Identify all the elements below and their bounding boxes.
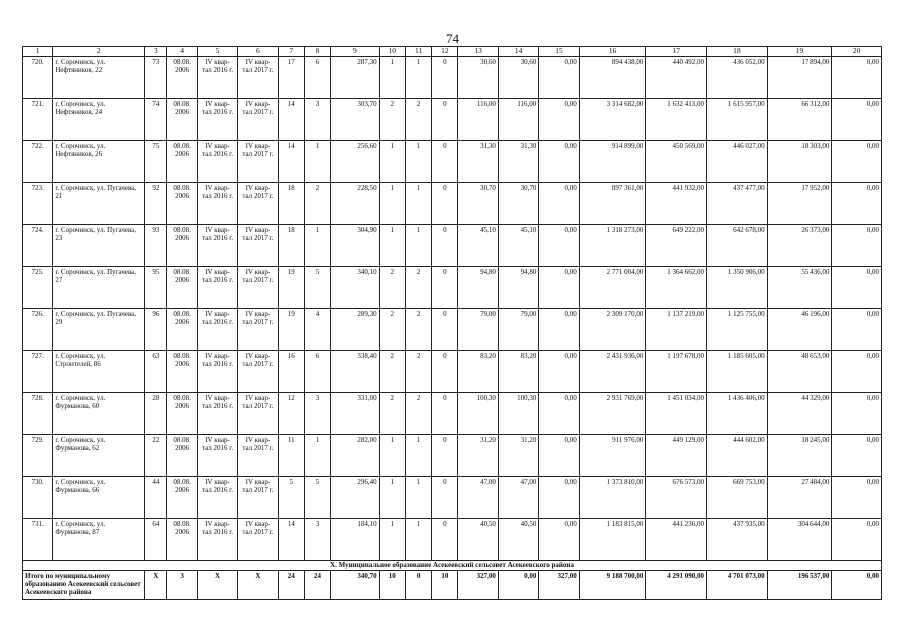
- table-cell: 44: [145, 477, 167, 519]
- table-cell: 18 245,00: [767, 435, 832, 477]
- total-cell: 4 701 073,00: [707, 571, 768, 600]
- table-cell: 45,10: [498, 225, 538, 267]
- table-cell: IV квар- тал 2016 г.: [197, 225, 237, 267]
- table-cell: 14: [278, 519, 304, 561]
- address-cell: г. Сорочинск, ул. Фурманова, 66: [53, 477, 145, 519]
- table-cell: 0,00: [832, 183, 882, 225]
- table-cell: 5: [278, 477, 304, 519]
- total-cell: 10: [432, 571, 458, 600]
- table-cell: 1: [379, 435, 405, 477]
- table-cell: 2: [304, 183, 330, 225]
- table-cell: 0,00: [832, 351, 882, 393]
- table-cell: 0,00: [832, 393, 882, 435]
- table-cell: 0,00: [539, 309, 579, 351]
- table-cell: IV квар- тал 2017 г.: [238, 99, 278, 141]
- table-cell: 1: [405, 57, 431, 99]
- table-cell: 0: [432, 57, 458, 99]
- table-cell: 47,00: [498, 477, 538, 519]
- column-header: 2: [53, 47, 145, 57]
- table-cell: 31,20: [498, 435, 538, 477]
- table-cell: 08.08. 2006: [167, 351, 197, 393]
- table-cell: 1: [379, 225, 405, 267]
- total-cell: 0,00: [498, 571, 538, 600]
- column-header: 14: [498, 47, 538, 57]
- table-cell: 22: [145, 435, 167, 477]
- table-cell: 1: [379, 141, 405, 183]
- table-cell: 55 436,00: [767, 267, 832, 309]
- table-row: [23, 267, 882, 309]
- table-cell: 08.08. 2006: [167, 183, 197, 225]
- column-header: 6: [238, 47, 278, 57]
- table-cell: 93: [145, 225, 167, 267]
- column-header-row: [23, 47, 882, 57]
- column-header: 10: [379, 47, 405, 57]
- table-cell: 18: [278, 183, 304, 225]
- table-cell: 2: [379, 351, 405, 393]
- table-cell: 45,10: [458, 225, 498, 267]
- row-number: 729.: [23, 435, 53, 477]
- section-header-row: [23, 561, 882, 571]
- table-cell: IV квар- тал 2017 г.: [238, 225, 278, 267]
- table-cell: 83,20: [458, 351, 498, 393]
- table-cell: 0: [432, 183, 458, 225]
- table-cell: 2 309 170,00: [579, 309, 646, 351]
- table-cell: 1: [379, 477, 405, 519]
- address-cell: г. Сорочинск, ул. Пугачева, 21: [53, 183, 145, 225]
- table-cell: 08.08. 2006: [167, 267, 197, 309]
- table-cell: 440 492,00: [646, 57, 707, 99]
- total-cell: 340,70: [331, 571, 380, 600]
- table-cell: 18: [278, 225, 304, 267]
- table-cell: 436 052,00: [707, 57, 768, 99]
- column-header: 13: [458, 47, 498, 57]
- table-cell: IV квар- тал 2016 г.: [197, 141, 237, 183]
- table-cell: 30,60: [498, 57, 538, 99]
- total-cell: 9 188 700,00: [579, 571, 646, 600]
- table-cell: 3: [304, 99, 330, 141]
- table-cell: 27 484,00: [767, 477, 832, 519]
- table-cell: 0,00: [539, 225, 579, 267]
- column-header: 3: [145, 47, 167, 57]
- table-cell: 2 931 769,00: [579, 393, 646, 435]
- total-cell: 10: [379, 571, 405, 600]
- table-cell: 79,00: [458, 309, 498, 351]
- table-cell: 914 899,00: [579, 141, 646, 183]
- column-header: 5: [197, 47, 237, 57]
- table-cell: IV квар- тал 2016 г.: [197, 309, 237, 351]
- table-cell: 64: [145, 519, 167, 561]
- table-cell: 1: [405, 225, 431, 267]
- table-row: [23, 99, 882, 141]
- total-cell: X: [197, 571, 237, 600]
- table-cell: 08.08. 2006: [167, 393, 197, 435]
- table-cell: 08.08. 2006: [167, 519, 197, 561]
- table-cell: 0: [432, 141, 458, 183]
- table-cell: 1 183 815,00: [579, 519, 646, 561]
- table-cell: 0,00: [539, 477, 579, 519]
- table-cell: 1: [405, 183, 431, 225]
- table-cell: IV квар- тал 2017 г.: [238, 141, 278, 183]
- table-row: [23, 57, 882, 99]
- table-cell: 256,60: [331, 141, 380, 183]
- table-cell: IV квар- тал 2017 г.: [238, 393, 278, 435]
- table-cell: 338,40: [331, 351, 380, 393]
- table-cell: IV квар- тал 2017 г.: [238, 57, 278, 99]
- table-cell: 2: [405, 393, 431, 435]
- total-cell: 4 291 090,00: [646, 571, 707, 600]
- table-cell: IV квар- тал 2016 г.: [197, 99, 237, 141]
- table-cell: 14: [278, 99, 304, 141]
- table-cell: 75: [145, 141, 167, 183]
- table-cell: 2: [379, 99, 405, 141]
- table-row: [23, 183, 882, 225]
- table-row: [23, 519, 882, 561]
- table-cell: 79,00: [498, 309, 538, 351]
- table-cell: 0,00: [832, 99, 882, 141]
- table-cell: 73: [145, 57, 167, 99]
- table-cell: 08.08. 2006: [167, 309, 197, 351]
- table-cell: 31,30: [498, 141, 538, 183]
- table-cell: 40,50: [458, 519, 498, 561]
- table-cell: 444 602,00: [707, 435, 768, 477]
- row-number: 731.: [23, 519, 53, 561]
- column-header: 16: [579, 47, 646, 57]
- total-cell: 0: [405, 571, 431, 600]
- table-cell: 0,00: [832, 225, 882, 267]
- total-label: Итого по муниципальному образованию Асекеевский сельсовет Асекеевского района: [23, 571, 145, 600]
- table-cell: IV квар- тал 2017 г.: [238, 183, 278, 225]
- address-cell: г. Сорочинск, ул. Пугачева, 27: [53, 267, 145, 309]
- table-cell: 1: [304, 141, 330, 183]
- table-cell: 19: [278, 309, 304, 351]
- table-cell: 1 373 810,00: [579, 477, 646, 519]
- table-cell: 96: [145, 309, 167, 351]
- table-cell: 1 185 605,00: [707, 351, 768, 393]
- total-cell: 24: [278, 571, 304, 600]
- table-cell: 304 644,00: [767, 519, 832, 561]
- table-cell: 1: [405, 519, 431, 561]
- table-cell: 2: [405, 309, 431, 351]
- table-row: [23, 477, 882, 519]
- column-header: 1: [23, 47, 53, 57]
- table-cell: 441 932,00: [646, 183, 707, 225]
- address-cell: г. Сорочинск, ул. Строителей, 86: [53, 351, 145, 393]
- table-row: [23, 225, 882, 267]
- table-cell: 184,10: [331, 519, 380, 561]
- table-cell: 4: [304, 309, 330, 351]
- table-cell: 649 222,00: [646, 225, 707, 267]
- address-cell: г. Сорочинск, ул. Пугачева, 23: [53, 225, 145, 267]
- table-cell: 0,00: [832, 519, 882, 561]
- table-cell: 11: [278, 435, 304, 477]
- table-cell: 3 314 682,00: [579, 99, 646, 141]
- table-cell: 340,10: [331, 267, 380, 309]
- table-cell: 331,00: [331, 393, 380, 435]
- table-cell: 0,00: [539, 57, 579, 99]
- table-cell: 1 451 034,00: [646, 393, 707, 435]
- row-number: 723.: [23, 183, 53, 225]
- table-cell: 08.08. 2006: [167, 477, 197, 519]
- row-number: 730.: [23, 477, 53, 519]
- table-cell: 28: [145, 393, 167, 435]
- table-cell: 0: [432, 225, 458, 267]
- table-cell: 0: [432, 393, 458, 435]
- table-cell: 30,70: [498, 183, 538, 225]
- table-cell: 0,00: [539, 393, 579, 435]
- table-cell: 287,30: [331, 57, 380, 99]
- table-cell: 94,80: [458, 267, 498, 309]
- table-cell: IV квар- тал 2016 г.: [197, 477, 237, 519]
- table-cell: 30,60: [458, 57, 498, 99]
- total-cell: 196 537,00: [767, 571, 832, 600]
- table-cell: 0,00: [539, 99, 579, 141]
- table-cell: 17: [278, 57, 304, 99]
- registry-table: [22, 46, 882, 600]
- table-cell: 0: [432, 267, 458, 309]
- table-cell: 2: [379, 309, 405, 351]
- table-cell: 446 027,00: [707, 141, 768, 183]
- table-cell: 6: [304, 351, 330, 393]
- table-cell: 116,00: [498, 99, 538, 141]
- address-cell: г. Сорочинск, ул. Нефтяников, 22: [53, 57, 145, 99]
- column-header: 17: [646, 47, 707, 57]
- table-cell: 1: [405, 141, 431, 183]
- table-cell: 911 976,00: [579, 435, 646, 477]
- table-cell: 63: [145, 351, 167, 393]
- table-cell: IV квар- тал 2017 г.: [238, 435, 278, 477]
- table-cell: 0,00: [832, 309, 882, 351]
- total-cell: 3: [167, 571, 197, 600]
- column-header: 20: [832, 47, 882, 57]
- table-cell: 31,30: [458, 141, 498, 183]
- table-cell: 14: [278, 141, 304, 183]
- table-cell: 0: [432, 435, 458, 477]
- address-cell: г. Сорочинск, ул. Нефтяников, 24: [53, 99, 145, 141]
- table-cell: IV квар- тал 2017 г.: [238, 477, 278, 519]
- table-cell: 296,40: [331, 477, 380, 519]
- table-cell: 441 236,00: [646, 519, 707, 561]
- table-cell: 289,30: [331, 309, 380, 351]
- table-cell: 17 894,00: [767, 57, 832, 99]
- column-header: 15: [539, 47, 579, 57]
- table-cell: 40,50: [498, 519, 538, 561]
- address-cell: г. Сорочинск, ул. Нефтяников, 26: [53, 141, 145, 183]
- total-cell: 0,00: [832, 571, 882, 600]
- column-header: 12: [432, 47, 458, 57]
- table-cell: 08.08. 2006: [167, 141, 197, 183]
- table-cell: 94,80: [498, 267, 538, 309]
- table-cell: 894 438,00: [579, 57, 646, 99]
- table-cell: 0: [432, 519, 458, 561]
- table-cell: 2: [405, 99, 431, 141]
- table-row: [23, 351, 882, 393]
- total-cell: 24: [304, 571, 330, 600]
- table-cell: IV квар- тал 2016 г.: [197, 435, 237, 477]
- table-cell: 0: [432, 351, 458, 393]
- table-cell: 1 615 957,00: [707, 99, 768, 141]
- table-cell: IV квар- тал 2017 г.: [238, 267, 278, 309]
- table-cell: IV квар- тал 2017 г.: [238, 309, 278, 351]
- table-cell: 3: [304, 393, 330, 435]
- table-cell: 44 329,00: [767, 393, 832, 435]
- address-cell: г. Сорочинск, ул. Пугачева, 29: [53, 309, 145, 351]
- table-cell: 1 632 413,00: [646, 99, 707, 141]
- table-cell: 66 312,00: [767, 99, 832, 141]
- table-cell: 0,00: [539, 435, 579, 477]
- row-number: 722.: [23, 141, 53, 183]
- table-cell: 1 197 678,00: [646, 351, 707, 393]
- table-cell: 19: [278, 267, 304, 309]
- column-header: 18: [707, 47, 768, 57]
- table-cell: 95: [145, 267, 167, 309]
- table-cell: 676 573,00: [646, 477, 707, 519]
- table-cell: 1: [405, 435, 431, 477]
- table-cell: 449 129,00: [646, 435, 707, 477]
- table-cell: 0: [432, 99, 458, 141]
- page-number: 74: [446, 31, 459, 46]
- total-row: [23, 571, 882, 600]
- table-cell: 2: [405, 267, 431, 309]
- table-cell: 83,20: [498, 351, 538, 393]
- table-cell: 1: [379, 183, 405, 225]
- table-cell: 6: [304, 57, 330, 99]
- table-cell: 0,00: [539, 183, 579, 225]
- table-cell: 26 373,00: [767, 225, 832, 267]
- table-cell: 2 431 936,00: [579, 351, 646, 393]
- table-cell: 30,70: [458, 183, 498, 225]
- table-cell: 1 318 273,00: [579, 225, 646, 267]
- table-cell: 0,00: [539, 351, 579, 393]
- table-cell: 303,70: [331, 99, 380, 141]
- address-cell: г. Сорочинск, ул. Фурманова, 87: [53, 519, 145, 561]
- row-number: 724.: [23, 225, 53, 267]
- table-cell: 100,30: [498, 393, 538, 435]
- table-cell: 2: [379, 267, 405, 309]
- table-cell: 1: [405, 477, 431, 519]
- table-cell: 5: [304, 477, 330, 519]
- table-cell: 2: [379, 393, 405, 435]
- table-row: [23, 435, 882, 477]
- total-cell: 327,00: [458, 571, 498, 600]
- table-cell: 12: [278, 393, 304, 435]
- table-cell: 16: [278, 351, 304, 393]
- table-cell: 1 125 755,00: [707, 309, 768, 351]
- table-cell: IV квар- тал 2016 г.: [197, 519, 237, 561]
- table-cell: 2: [405, 351, 431, 393]
- table-cell: 0,00: [832, 141, 882, 183]
- table-cell: 116,00: [458, 99, 498, 141]
- table-cell: 437 477,00: [707, 183, 768, 225]
- address-cell: г. Сорочинск, ул. Фурманова, 60: [53, 393, 145, 435]
- total-cell: 327,00: [539, 571, 579, 600]
- table-cell: 3: [304, 519, 330, 561]
- table-cell: 642 678,00: [707, 225, 768, 267]
- table-cell: 17 952,00: [767, 183, 832, 225]
- table-cell: 92: [145, 183, 167, 225]
- table-cell: IV квар- тал 2016 г.: [197, 351, 237, 393]
- row-number: 725.: [23, 267, 53, 309]
- table-cell: 304,90: [331, 225, 380, 267]
- table-cell: 08.08. 2006: [167, 57, 197, 99]
- table-cell: 450 569,00: [646, 141, 707, 183]
- table-cell: 1: [304, 225, 330, 267]
- column-header: 8: [304, 47, 330, 57]
- table-cell: 18 303,00: [767, 141, 832, 183]
- table-cell: 0,00: [832, 57, 882, 99]
- table-cell: 08.08. 2006: [167, 435, 197, 477]
- table-cell: 0: [432, 477, 458, 519]
- table-cell: 0: [432, 309, 458, 351]
- table-body: [23, 47, 882, 600]
- table-cell: 2 771 004,00: [579, 267, 646, 309]
- table-cell: 282,00: [331, 435, 380, 477]
- row-number: 720.: [23, 57, 53, 99]
- column-header: 4: [167, 47, 197, 57]
- table-cell: 669 753,00: [707, 477, 768, 519]
- table-cell: 74: [145, 99, 167, 141]
- table-cell: 0,00: [539, 519, 579, 561]
- table-cell: IV квар- тал 2016 г.: [197, 393, 237, 435]
- table-cell: 1 137 219,00: [646, 309, 707, 351]
- row-number: 728.: [23, 393, 53, 435]
- table-cell: 0,00: [832, 435, 882, 477]
- table-cell: IV квар- тал 2016 г.: [197, 183, 237, 225]
- table-cell: 48 653,00: [767, 351, 832, 393]
- table-cell: 31,20: [458, 435, 498, 477]
- column-header: 7: [278, 47, 304, 57]
- table-cell: 100,30: [458, 393, 498, 435]
- column-header: 9: [331, 47, 380, 57]
- section-title: X. Муниципальное образование Асекеевский сельсовет Асекеевского района: [23, 561, 882, 571]
- table-cell: 1 364 662,00: [646, 267, 707, 309]
- table-cell: 08.08. 2006: [167, 99, 197, 141]
- table-cell: IV квар- тал 2017 г.: [238, 519, 278, 561]
- table-cell: 0,00: [832, 267, 882, 309]
- column-header: 19: [767, 47, 832, 57]
- table-cell: 08.08. 2006: [167, 225, 197, 267]
- column-header: 11: [405, 47, 431, 57]
- total-cell: X: [238, 571, 278, 600]
- table-cell: 1: [379, 519, 405, 561]
- table-cell: IV квар- тал 2016 г.: [197, 267, 237, 309]
- row-number: 721.: [23, 99, 53, 141]
- total-cell: X: [145, 571, 167, 600]
- table-row: [23, 141, 882, 183]
- row-number: 727.: [23, 351, 53, 393]
- table-cell: 5: [304, 267, 330, 309]
- table-cell: 0,00: [539, 141, 579, 183]
- table-cell: 46 196,00: [767, 309, 832, 351]
- table-cell: 0,00: [539, 267, 579, 309]
- table-cell: 897 361,00: [579, 183, 646, 225]
- table-cell: IV квар- тал 2016 г.: [197, 57, 237, 99]
- table-cell: 1: [304, 435, 330, 477]
- address-cell: г. Сорочинск, ул. Фурманова, 62: [53, 435, 145, 477]
- table-cell: 1 350 906,00: [707, 267, 768, 309]
- table-cell: IV квар- тал 2017 г.: [238, 351, 278, 393]
- table-cell: 228,50: [331, 183, 380, 225]
- table-cell: 437 935,00: [707, 519, 768, 561]
- row-number: 726.: [23, 309, 53, 351]
- table-cell: 0,00: [832, 477, 882, 519]
- table-cell: 47,00: [458, 477, 498, 519]
- table-cell: 1: [379, 57, 405, 99]
- table-cell: 1 436 406,00: [707, 393, 768, 435]
- table-row: [23, 393, 882, 435]
- table-row: [23, 309, 882, 351]
